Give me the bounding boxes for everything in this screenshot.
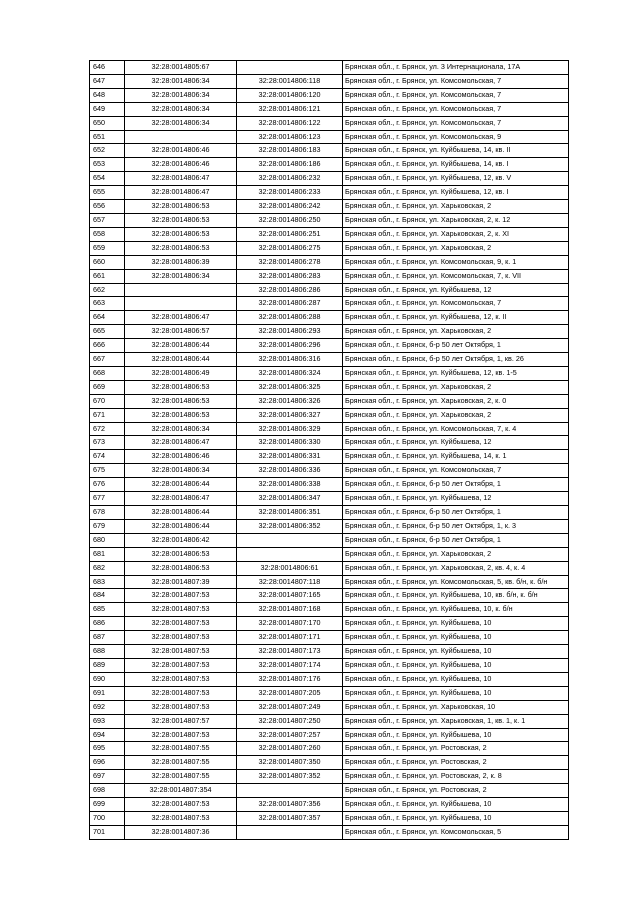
address-cell: Брянская обл., г. Брянск, ул. Комсомольская, 5 [343, 825, 569, 839]
building-number-cell: 32:28:0014807:356 [237, 798, 343, 812]
row-number-cell: 650 [90, 116, 125, 130]
address-cell: Брянская обл., г. Брянск, ул. Харьковская, 2, кв. 4, к. 4 [343, 561, 569, 575]
address-cell: Брянская обл., г. Брянск, ул. Харьковская, 2 [343, 547, 569, 561]
building-number-cell: 32:28:0014806:347 [237, 492, 343, 506]
address-cell: Брянская обл., г. Брянск, ул. Комсомольская, 7, к. VII [343, 269, 569, 283]
address-cell: Брянская обл., г. Брянск, ул. Куйбышева, 12 [343, 283, 569, 297]
land-plot-number-cell: 32:28:0014806:53 [125, 547, 237, 561]
table-row [90, 408, 569, 422]
row-number-cell: 649 [90, 102, 125, 116]
land-plot-number-cell: 32:28:0014805:67 [125, 61, 237, 75]
table-row [90, 255, 569, 269]
building-number-cell: 32:28:0014806:326 [237, 394, 343, 408]
building-number-cell: 32:28:0014806:122 [237, 116, 343, 130]
building-number-cell: 32:28:0014806:338 [237, 478, 343, 492]
land-plot-number-cell: 32:28:0014807:354 [125, 784, 237, 798]
table-row [90, 756, 569, 770]
table-row [90, 811, 569, 825]
row-number-cell: 691 [90, 686, 125, 700]
row-number-cell: 688 [90, 645, 125, 659]
table-row [90, 213, 569, 227]
building-number-cell: 32:28:0014807:176 [237, 672, 343, 686]
row-number-cell: 661 [90, 269, 125, 283]
table-row [90, 672, 569, 686]
table-row [90, 575, 569, 589]
row-number-cell: 694 [90, 728, 125, 742]
address-cell: Брянская обл., г. Брянск, ул. Куйбышева, 14, к. 1 [343, 450, 569, 464]
table-row [90, 269, 569, 283]
table-row [90, 645, 569, 659]
address-cell: Брянская обл., г. Брянск, ул. Комсомольская, 7, к. 4 [343, 422, 569, 436]
land-plot-number-cell: 32:28:0014807:53 [125, 603, 237, 617]
row-number-cell: 659 [90, 241, 125, 255]
table-row [90, 492, 569, 506]
address-cell: Брянская обл., г. Брянск, ул. Куйбышева, 12 [343, 492, 569, 506]
land-plot-number-cell: 32:28:0014806:47 [125, 492, 237, 506]
row-number-cell: 666 [90, 339, 125, 353]
land-plot-number-cell: 32:28:0014806:42 [125, 533, 237, 547]
land-plot-number-cell: 32:28:0014807:53 [125, 798, 237, 812]
row-number-cell: 682 [90, 561, 125, 575]
land-plot-number-cell: 32:28:0014806:53 [125, 200, 237, 214]
address-cell: Брянская обл., г. Брянск, ул. Ростовская, 2, к. 8 [343, 770, 569, 784]
building-number-cell: 32:28:0014806:61 [237, 561, 343, 575]
table-row [90, 784, 569, 798]
table-row [90, 478, 569, 492]
table-row [90, 561, 569, 575]
table-row [90, 436, 569, 450]
table-row [90, 658, 569, 672]
table-row [90, 200, 569, 214]
land-plot-number-cell: 32:28:0014806:34 [125, 464, 237, 478]
address-cell: Брянская обл., г. Брянск, ул. Комсомольская, 7 [343, 88, 569, 102]
row-number-cell: 673 [90, 436, 125, 450]
address-cell: Брянская обл., г. Брянск, ул. Комсомольская, 7 [343, 102, 569, 116]
table-body [90, 61, 569, 840]
row-number-cell: 653 [90, 158, 125, 172]
building-number-cell: 32:28:0014806:296 [237, 339, 343, 353]
table-row [90, 297, 569, 311]
building-number-cell: 32:28:0014806:278 [237, 255, 343, 269]
table-row [90, 227, 569, 241]
land-plot-number-cell: 32:28:0014806:47 [125, 311, 237, 325]
table-row [90, 686, 569, 700]
address-cell: Брянская обл., г. Брянск, б-р 50 лет Октября, 1 [343, 478, 569, 492]
address-cell: Брянская обл., г. Брянск, ул. Куйбышева, 12 [343, 436, 569, 450]
land-plot-number-cell: 32:28:0014806:53 [125, 394, 237, 408]
building-number-cell: 32:28:0014806:286 [237, 283, 343, 297]
table-row [90, 394, 569, 408]
address-cell: Брянская обл., г. Брянск, ул. Куйбышева, 10 [343, 631, 569, 645]
building-number-cell [237, 784, 343, 798]
row-number-cell: 676 [90, 478, 125, 492]
row-number-cell: 646 [90, 61, 125, 75]
address-cell: Брянская обл., г. Брянск, ул. Харьковская, 2, к. 0 [343, 394, 569, 408]
row-number-cell: 675 [90, 464, 125, 478]
row-number-cell: 665 [90, 325, 125, 339]
building-number-cell [237, 61, 343, 75]
table-row [90, 589, 569, 603]
table-row [90, 130, 569, 144]
table-row [90, 102, 569, 116]
row-number-cell: 684 [90, 589, 125, 603]
land-plot-number-cell: 32:28:0014807:53 [125, 631, 237, 645]
address-cell: Брянская обл., г. Брянск, ул. Харьковская, 2 [343, 380, 569, 394]
table-row [90, 700, 569, 714]
table-row [90, 339, 569, 353]
land-plot-number-cell: 32:28:0014806:34 [125, 88, 237, 102]
row-number-cell: 663 [90, 297, 125, 311]
row-number-cell: 689 [90, 658, 125, 672]
land-plot-number-cell: 32:28:0014806:34 [125, 269, 237, 283]
table-row [90, 74, 569, 88]
land-plot-number-cell: 32:28:0014806:44 [125, 519, 237, 533]
land-plot-number-cell: 32:28:0014806:44 [125, 478, 237, 492]
building-number-cell: 32:28:0014807:118 [237, 575, 343, 589]
land-plot-number-cell: 32:28:0014806:46 [125, 144, 237, 158]
address-cell: Брянская обл., г. Брянск, ул. Куйбышева, 10 [343, 617, 569, 631]
land-plot-number-cell: 32:28:0014806:46 [125, 158, 237, 172]
address-cell: Брянская обл., г. Брянск, ул. Харьковская, 2 [343, 200, 569, 214]
land-plot-number-cell: 32:28:0014806:44 [125, 353, 237, 367]
row-number-cell: 701 [90, 825, 125, 839]
land-plot-number-cell: 32:28:0014807:53 [125, 658, 237, 672]
address-cell: Брянская обл., г. Брянск, ул. Куйбышева, 14, кв. I [343, 158, 569, 172]
address-cell: Брянская обл., г. Брянск, ул. Ростовская, 2 [343, 742, 569, 756]
address-cell: Брянская обл., г. Брянск, ул. Харьковская, 2, к. XI [343, 227, 569, 241]
table-row [90, 631, 569, 645]
building-number-cell: 32:28:0014806:118 [237, 74, 343, 88]
table-row [90, 464, 569, 478]
land-plot-number-cell: 32:28:0014806:47 [125, 186, 237, 200]
table-row [90, 603, 569, 617]
row-number-cell: 674 [90, 450, 125, 464]
land-plot-number-cell: 32:28:0014807:55 [125, 756, 237, 770]
table-row [90, 742, 569, 756]
address-cell: Брянская обл., г. Брянск, ул. Харьковская, 10 [343, 700, 569, 714]
land-plot-number-cell: 32:28:0014806:34 [125, 116, 237, 130]
land-plot-number-cell: 32:28:0014806:53 [125, 380, 237, 394]
land-plot-number-cell: 32:28:0014806:34 [125, 102, 237, 116]
address-cell: Брянская обл., г. Брянск, ул. Комсомольская, 9 [343, 130, 569, 144]
land-plot-number-cell: 32:28:0014807:53 [125, 672, 237, 686]
building-number-cell: 32:28:0014806:251 [237, 227, 343, 241]
building-number-cell: 32:28:0014807:165 [237, 589, 343, 603]
table-row [90, 116, 569, 130]
table-row [90, 825, 569, 839]
table-row [90, 311, 569, 325]
address-cell: Брянская обл., г. Брянск, ул. Куйбышева, 10 [343, 728, 569, 742]
building-number-cell: 32:28:0014806:330 [237, 436, 343, 450]
table-row [90, 283, 569, 297]
building-number-cell: 32:28:0014807:357 [237, 811, 343, 825]
building-number-cell: 32:28:0014806:293 [237, 325, 343, 339]
land-plot-number-cell [125, 283, 237, 297]
address-cell: Брянская обл., г. Брянск, ул. Комсомольская, 7 [343, 116, 569, 130]
land-plot-number-cell: 32:28:0014806:47 [125, 436, 237, 450]
building-number-cell: 32:28:0014806:352 [237, 519, 343, 533]
building-number-cell: 32:28:0014806:186 [237, 158, 343, 172]
address-cell: Брянская обл., г. Брянск, б-р 50 лет Октября, 1 [343, 533, 569, 547]
table-row [90, 325, 569, 339]
row-number-cell: 685 [90, 603, 125, 617]
row-number-cell: 652 [90, 144, 125, 158]
row-number-cell: 667 [90, 353, 125, 367]
building-number-cell: 32:28:0014806:329 [237, 422, 343, 436]
land-plot-number-cell: 32:28:0014806:53 [125, 241, 237, 255]
building-number-cell: 32:28:0014806:120 [237, 88, 343, 102]
address-cell: Брянская обл., г. Брянск, ул. Харьковская, 2 [343, 408, 569, 422]
row-number-cell: 681 [90, 547, 125, 561]
land-plot-number-cell [125, 297, 237, 311]
building-number-cell [237, 825, 343, 839]
building-number-cell: 32:28:0014806:336 [237, 464, 343, 478]
table-row [90, 144, 569, 158]
row-number-cell: 658 [90, 227, 125, 241]
building-number-cell: 32:28:0014806:316 [237, 353, 343, 367]
building-number-cell: 32:28:0014806:283 [237, 269, 343, 283]
row-number-cell: 692 [90, 700, 125, 714]
row-number-cell: 662 [90, 283, 125, 297]
address-cell: Брянская обл., г. Брянск, ул. 3 Интернационала, 17А [343, 61, 569, 75]
land-plot-number-cell: 32:28:0014807:53 [125, 811, 237, 825]
row-number-cell: 677 [90, 492, 125, 506]
table-row [90, 617, 569, 631]
building-number-cell: 32:28:0014806:242 [237, 200, 343, 214]
land-plot-number-cell: 32:28:0014806:47 [125, 172, 237, 186]
address-cell: Брянская обл., г. Брянск, ул. Комсомольская, 7 [343, 74, 569, 88]
building-number-cell: 32:28:0014807:171 [237, 631, 343, 645]
building-number-cell: 32:28:0014807:350 [237, 756, 343, 770]
table-row [90, 366, 569, 380]
land-plot-number-cell: 32:28:0014807:53 [125, 728, 237, 742]
row-number-cell: 693 [90, 714, 125, 728]
building-number-cell: 32:28:0014806:288 [237, 311, 343, 325]
row-number-cell: 654 [90, 172, 125, 186]
address-cell: Брянская обл., г. Брянск, ул. Комсомольская, 5, кв. б/н, к. б/н [343, 575, 569, 589]
land-plot-number-cell: 32:28:0014806:46 [125, 450, 237, 464]
row-number-cell: 678 [90, 506, 125, 520]
address-cell: Брянская обл., г. Брянск, ул. Куйбышева, 10 [343, 658, 569, 672]
address-cell: Брянская обл., г. Брянск, ул. Харьковская, 2 [343, 241, 569, 255]
land-plot-number-cell: 32:28:0014807:53 [125, 645, 237, 659]
land-plot-number-cell: 32:28:0014807:53 [125, 686, 237, 700]
row-number-cell: 696 [90, 756, 125, 770]
row-number-cell: 670 [90, 394, 125, 408]
land-plot-number-cell: 32:28:0014806:53 [125, 227, 237, 241]
address-cell: Брянская обл., г. Брянск, б-р 50 лет Октября, 1, к. 3 [343, 519, 569, 533]
building-number-cell: 32:28:0014807:257 [237, 728, 343, 742]
table-row [90, 506, 569, 520]
building-number-cell: 32:28:0014806:351 [237, 506, 343, 520]
building-number-cell: 32:28:0014807:168 [237, 603, 343, 617]
row-number-cell: 651 [90, 130, 125, 144]
row-number-cell: 680 [90, 533, 125, 547]
address-cell: Брянская обл., г. Брянск, ул. Харьковская, 2 [343, 325, 569, 339]
row-number-cell: 668 [90, 366, 125, 380]
address-cell: Брянская обл., г. Брянск, ул. Комсомольская, 9, к. 1 [343, 255, 569, 269]
land-plot-number-cell: 32:28:0014806:57 [125, 325, 237, 339]
row-number-cell: 686 [90, 617, 125, 631]
table-row [90, 61, 569, 75]
land-plot-number-cell: 32:28:0014807:36 [125, 825, 237, 839]
address-cell: Брянская обл., г. Брянск, ул. Куйбышева, 12, к. II [343, 311, 569, 325]
row-number-cell: 697 [90, 770, 125, 784]
land-plot-number-cell: 32:28:0014806:44 [125, 339, 237, 353]
row-number-cell: 690 [90, 672, 125, 686]
row-number-cell: 700 [90, 811, 125, 825]
table-row [90, 241, 569, 255]
land-plot-number-cell: 32:28:0014807:55 [125, 770, 237, 784]
table-row [90, 519, 569, 533]
building-number-cell: 32:28:0014807:260 [237, 742, 343, 756]
table-row [90, 172, 569, 186]
building-number-cell: 32:28:0014807:205 [237, 686, 343, 700]
address-cell: Брянская обл., г. Брянск, ул. Куйбышева, 12, кв. I [343, 186, 569, 200]
building-number-cell: 32:28:0014807:174 [237, 658, 343, 672]
address-cell: Брянская обл., г. Брянск, ул. Ростовская, 2 [343, 756, 569, 770]
building-number-cell: 32:28:0014807:352 [237, 770, 343, 784]
building-number-cell: 32:28:0014806:275 [237, 241, 343, 255]
row-number-cell: 672 [90, 422, 125, 436]
row-number-cell: 687 [90, 631, 125, 645]
row-number-cell: 655 [90, 186, 125, 200]
row-number-cell: 671 [90, 408, 125, 422]
table-row [90, 798, 569, 812]
row-number-cell: 679 [90, 519, 125, 533]
address-cell: Брянская обл., г. Брянск, ул. Куйбышева, 10 [343, 672, 569, 686]
building-number-cell: 32:28:0014806:250 [237, 213, 343, 227]
row-number-cell: 656 [90, 200, 125, 214]
row-number-cell: 657 [90, 213, 125, 227]
land-plot-number-cell [125, 130, 237, 144]
address-cell: Брянская обл., г. Брянск, ул. Харьковская, 1, кв. 1, к. 1 [343, 714, 569, 728]
table-row [90, 422, 569, 436]
building-number-cell: 32:28:0014807:250 [237, 714, 343, 728]
land-plot-number-cell: 32:28:0014807:57 [125, 714, 237, 728]
address-cell: Брянская обл., г. Брянск, ул. Куйбышева, 10 [343, 645, 569, 659]
table-row [90, 186, 569, 200]
table-row [90, 380, 569, 394]
land-plot-number-cell: 32:28:0014806:34 [125, 74, 237, 88]
row-number-cell: 683 [90, 575, 125, 589]
land-plot-number-cell: 32:28:0014806:34 [125, 422, 237, 436]
address-cell: Брянская обл., г. Брянск, ул. Куйбышева, 10 [343, 798, 569, 812]
table-row [90, 770, 569, 784]
row-number-cell: 669 [90, 380, 125, 394]
table-row [90, 353, 569, 367]
building-number-cell: 32:28:0014806:331 [237, 450, 343, 464]
land-plot-number-cell: 32:28:0014806:53 [125, 213, 237, 227]
table-row [90, 728, 569, 742]
address-cell: Брянская обл., г. Брянск, б-р 50 лет Октября, 1 [343, 506, 569, 520]
address-cell: Брянская обл., г. Брянск, ул. Куйбышева, 12, кв. V [343, 172, 569, 186]
address-cell: Брянская обл., г. Брянск, ул. Куйбышева, 14, кв. II [343, 144, 569, 158]
row-number-cell: 699 [90, 798, 125, 812]
address-cell: Брянская обл., г. Брянск, ул. Харьковская, 2, к. 12 [343, 213, 569, 227]
building-number-cell [237, 547, 343, 561]
building-number-cell: 32:28:0014806:233 [237, 186, 343, 200]
building-number-cell: 32:28:0014806:123 [237, 130, 343, 144]
row-number-cell: 698 [90, 784, 125, 798]
table-row [90, 714, 569, 728]
land-plot-number-cell: 32:28:0014807:53 [125, 589, 237, 603]
row-number-cell: 647 [90, 74, 125, 88]
address-cell: Брянская обл., г. Брянск, ул. Куйбышева, 12, кв. 1-5 [343, 366, 569, 380]
building-number-cell: 32:28:0014807:170 [237, 617, 343, 631]
cadastral-table [89, 60, 569, 840]
land-plot-number-cell: 32:28:0014807:53 [125, 617, 237, 631]
row-number-cell: 660 [90, 255, 125, 269]
building-number-cell: 32:28:0014806:121 [237, 102, 343, 116]
address-cell: Брянская обл., г. Брянск, ул. Комсомольская, 7 [343, 464, 569, 478]
address-cell: Брянская обл., г. Брянск, ул. Комсомольская, 7 [343, 297, 569, 311]
land-plot-number-cell: 32:28:0014806:53 [125, 408, 237, 422]
land-plot-number-cell: 32:28:0014806:39 [125, 255, 237, 269]
address-cell: Брянская обл., г. Брянск, ул. Куйбышева, 10 [343, 686, 569, 700]
table-row [90, 88, 569, 102]
land-plot-number-cell: 32:28:0014807:55 [125, 742, 237, 756]
row-number-cell: 664 [90, 311, 125, 325]
building-number-cell: 32:28:0014806:183 [237, 144, 343, 158]
land-plot-number-cell: 32:28:0014807:53 [125, 700, 237, 714]
building-number-cell: 32:28:0014807:249 [237, 700, 343, 714]
land-plot-number-cell: 32:28:0014807:39 [125, 575, 237, 589]
building-number-cell: 32:28:0014806:232 [237, 172, 343, 186]
address-cell: Брянская обл., г. Брянск, б-р 50 лет Октября, 1, кв. 26 [343, 353, 569, 367]
building-number-cell: 32:28:0014806:327 [237, 408, 343, 422]
address-cell: Брянская обл., г. Брянск, ул. Куйбышева, 10, кв. б/н, к. б/н [343, 589, 569, 603]
table-row [90, 547, 569, 561]
address-cell: Брянская обл., г. Брянск, ул. Ростовская, 2 [343, 784, 569, 798]
address-cell: Брянская обл., г. Брянск, б-р 50 лет Октября, 1 [343, 339, 569, 353]
table-row [90, 450, 569, 464]
building-number-cell: 32:28:0014806:324 [237, 366, 343, 380]
land-plot-number-cell: 32:28:0014806:53 [125, 561, 237, 575]
address-cell: Брянская обл., г. Брянск, ул. Куйбышева, 10, к. б/н [343, 603, 569, 617]
address-cell: Брянская обл., г. Брянск, ул. Куйбышева, 10 [343, 811, 569, 825]
building-number-cell: 32:28:0014807:173 [237, 645, 343, 659]
land-plot-number-cell: 32:28:0014806:44 [125, 506, 237, 520]
land-plot-number-cell: 32:28:0014806:49 [125, 366, 237, 380]
table-row [90, 158, 569, 172]
building-number-cell: 32:28:0014806:325 [237, 380, 343, 394]
row-number-cell: 695 [90, 742, 125, 756]
building-number-cell: 32:28:0014806:287 [237, 297, 343, 311]
row-number-cell: 648 [90, 88, 125, 102]
table-row [90, 533, 569, 547]
building-number-cell [237, 533, 343, 547]
